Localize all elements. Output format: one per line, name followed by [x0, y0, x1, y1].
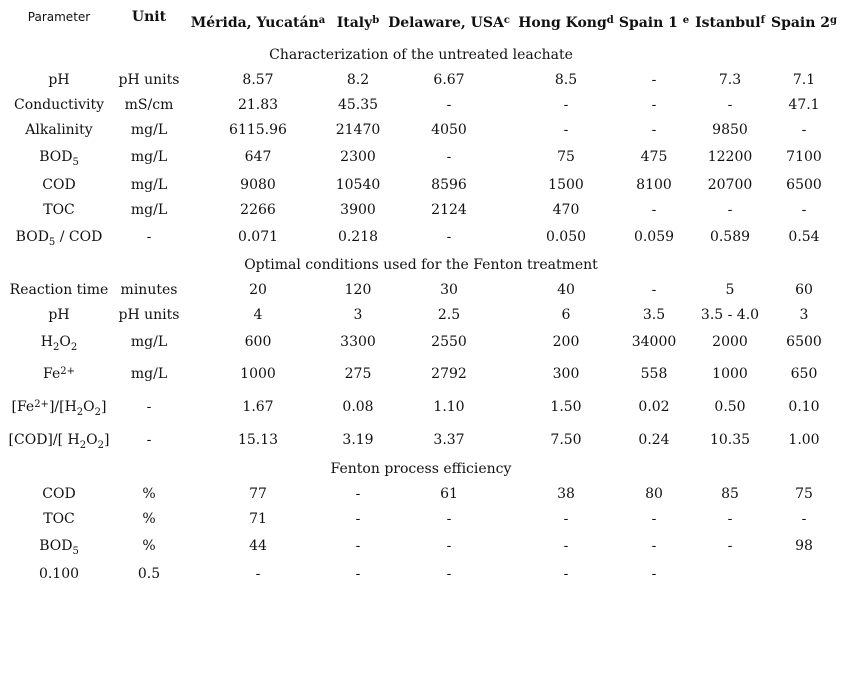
value-cell: 98 — [795, 538, 813, 554]
value-cell: - — [446, 538, 452, 554]
row-eff-bod5 — [4, 531, 838, 561]
value-cell: - — [563, 96, 569, 113]
value-cell: 0.50 — [714, 398, 746, 415]
param-h2o2: $H_2O_2$ — [40, 334, 78, 353]
row-alkalinity — [4, 117, 838, 142]
unit-cell: % — [142, 485, 156, 502]
section-optimal-title: Optimal conditions used for the Fenton treatment — [244, 256, 598, 273]
param-cell: Alkalinity — [25, 121, 93, 138]
value-cell: 61 — [440, 485, 458, 502]
header-spain2: Spain 2$^g$ — [770, 15, 838, 31]
value-cell: 647 — [244, 149, 272, 165]
unit-cell: pH units — [118, 306, 180, 323]
value-cell: 0.54 — [788, 229, 820, 245]
unit-cell: pH units — [118, 71, 180, 88]
value-cell: 6500 — [786, 176, 822, 193]
header-spain1: Spain 1 $^e$ — [618, 15, 690, 31]
row-eff-toc — [4, 506, 838, 531]
row-ph-optimal — [4, 302, 838, 327]
value-cell: 8.2 — [346, 71, 370, 88]
header-merida: Mérida, Yucatán$^a$ — [190, 15, 326, 31]
value-cell: - — [801, 510, 807, 527]
value-cell: 5 — [725, 281, 735, 298]
value-cell: 30 — [440, 281, 458, 298]
unit-cell: % — [142, 510, 156, 527]
value-cell: 21470 — [335, 121, 381, 138]
unit-cell: - — [146, 229, 152, 245]
value-cell: 60 — [795, 281, 813, 298]
value-cell: 4050 — [431, 121, 467, 138]
param-cell: 0.100 — [38, 565, 80, 582]
value-cell: 44 — [249, 538, 267, 554]
value-cell: 20700 — [707, 176, 753, 193]
value-cell: 10.35 — [709, 431, 751, 448]
param-cell: pH — [48, 306, 70, 323]
param-eff-bod5: $BOD_5$ — [39, 538, 79, 557]
value-cell: - — [651, 121, 657, 138]
value-cell: - — [727, 201, 733, 218]
value-cell: 7.3 — [718, 71, 742, 88]
value-cell: 47.1 — [788, 96, 820, 113]
value-cell: 2266 — [240, 201, 276, 218]
value-cell: - — [355, 510, 361, 527]
value-cell: 300 — [552, 365, 580, 382]
value-cell: 2792 — [431, 365, 467, 382]
value-cell: 12200 — [707, 149, 753, 165]
value-cell: 1000 — [240, 365, 276, 382]
value-cell: 650 — [790, 365, 818, 382]
section-efficiency-title: Fenton process efficiency — [330, 460, 512, 477]
header-row — [4, 4, 838, 42]
value-cell: 21.83 — [237, 96, 279, 113]
value-cell: 558 — [640, 365, 668, 382]
value-cell: 2300 — [340, 149, 376, 165]
value-cell: 470 — [552, 201, 580, 218]
value-cell: 3 — [799, 306, 809, 323]
value-cell: 7.50 — [550, 431, 582, 448]
value-cell: 75 — [795, 485, 813, 502]
param-cell: Conductivity — [13, 96, 104, 113]
unit-cell: mg/L — [130, 365, 168, 382]
value-cell: 0.059 — [633, 229, 675, 245]
value-cell: 1000 — [712, 365, 748, 382]
value-cell: 2000 — [712, 334, 748, 350]
row-reaction-time — [4, 277, 838, 302]
value-cell: - — [563, 121, 569, 138]
unit-cell: mg/L — [130, 121, 168, 138]
value-cell: 0.050 — [545, 229, 587, 245]
value-cell: 8596 — [431, 176, 467, 193]
value-cell: 45.35 — [337, 96, 379, 113]
value-cell: 10540 — [335, 176, 381, 193]
value-cell: - — [727, 96, 733, 113]
value-cell: - — [563, 565, 569, 582]
value-cell: 600 — [244, 334, 272, 350]
row-last — [4, 561, 838, 586]
value-cell: 8.57 — [242, 71, 274, 88]
value-cell: - — [651, 565, 657, 582]
value-cell: 34000 — [631, 334, 677, 350]
header-delaware: Delaware, USA$^c$ — [388, 15, 510, 31]
value-cell: - — [651, 538, 657, 554]
value-cell: 6.67 — [433, 71, 465, 88]
value-cell: 2550 — [431, 334, 467, 350]
param-bod5: $BOD_5$ — [39, 149, 79, 168]
value-cell: 75 — [557, 149, 575, 165]
value-cell: 38 — [557, 485, 575, 502]
value-cell: - — [651, 281, 657, 298]
value-cell: 85 — [721, 485, 739, 502]
unit-cell: % — [142, 538, 156, 554]
row-cod-h2o2-ratio — [4, 423, 838, 456]
value-cell: - — [355, 538, 361, 554]
value-cell: 9080 — [240, 176, 276, 193]
value-cell: 0.10 — [788, 398, 820, 415]
value-cell: - — [355, 565, 361, 582]
param-cell: TOC — [43, 510, 75, 527]
value-cell: 475 — [640, 149, 668, 165]
value-cell: 0.08 — [342, 398, 374, 415]
value-cell: 2124 — [431, 201, 467, 218]
header-hongkong: Hong Kong$^d$ — [518, 15, 614, 31]
value-cell: - — [255, 565, 261, 582]
value-cell: 200 — [552, 334, 580, 350]
value-cell: 15.13 — [237, 431, 279, 448]
value-cell: 1500 — [548, 176, 584, 193]
unit-cell: mg/L — [130, 334, 168, 350]
row-ph — [4, 67, 838, 92]
value-cell: - — [651, 71, 657, 88]
value-cell: - — [446, 96, 452, 113]
unit-cell: - — [146, 431, 152, 448]
unit-cell: - — [146, 398, 152, 415]
value-cell: 3300 — [340, 334, 376, 350]
value-cell — [690, 561, 770, 586]
value-cell: - — [651, 201, 657, 218]
value-cell: 6 — [561, 306, 571, 323]
value-cell: 8.5 — [554, 71, 578, 88]
value-cell: 3900 — [340, 201, 376, 218]
value-cell: - — [355, 485, 361, 502]
row-toc — [4, 197, 838, 222]
value-cell: - — [563, 538, 569, 554]
row-conductivity — [4, 92, 838, 117]
value-cell: 1.50 — [550, 398, 582, 415]
value-cell: - — [446, 149, 452, 165]
value-cell: - — [651, 96, 657, 113]
value-cell: 8100 — [636, 176, 672, 193]
value-cell: 1.67 — [242, 398, 274, 415]
value-cell: 6115.96 — [229, 121, 287, 138]
param-cell: COD — [42, 176, 76, 193]
value-cell: 0.218 — [337, 229, 379, 245]
value-cell: 2.5 — [437, 306, 461, 323]
header-istanbul: Istanbul$^f$ — [695, 15, 765, 31]
value-cell: 0.02 — [638, 398, 670, 415]
param-fe2: $Fe^{2+}$ — [43, 365, 75, 382]
row-eff-cod — [4, 481, 838, 506]
value-cell: 40 — [557, 281, 575, 298]
unit-cell: mg/L — [130, 176, 168, 193]
unit-cell: mS/cm — [124, 96, 174, 113]
header-italy: Italy$^b$ — [336, 15, 380, 31]
value-cell: 0.071 — [237, 229, 279, 245]
value-cell: 3.19 — [342, 431, 374, 448]
value-cell: 0.589 — [709, 229, 751, 245]
unit-cell: mg/L — [130, 201, 168, 218]
value-cell: 3.5 - 4.0 — [700, 306, 760, 323]
value-cell: 3 — [353, 306, 363, 323]
row-h2o2 — [4, 327, 838, 357]
value-cell — [770, 561, 838, 586]
param-cell: Reaction time — [9, 281, 109, 298]
value-cell: - — [563, 510, 569, 527]
value-cell: 7100 — [786, 149, 822, 165]
value-cell: - — [727, 538, 733, 554]
value-cell: 71 — [249, 510, 267, 527]
param-cell: COD — [42, 485, 76, 502]
unit-cell: 0.5 — [137, 565, 161, 582]
row-bod5-cod-ratio — [4, 222, 838, 252]
header-parameter: Parameter — [27, 10, 91, 24]
unit-cell: minutes — [120, 281, 178, 298]
param-cod-h2o2: [COD]/[ $H_2O_2$] — [8, 431, 110, 451]
value-cell: 1.10 — [433, 398, 465, 415]
value-cell: 3.37 — [433, 431, 465, 448]
value-cell: 120 — [344, 281, 372, 298]
value-cell: - — [801, 121, 807, 138]
value-cell: - — [651, 510, 657, 527]
value-cell: - — [446, 510, 452, 527]
row-bod5 — [4, 142, 838, 172]
header-unit: Unit — [131, 9, 167, 25]
value-cell: 6500 — [786, 334, 822, 350]
value-cell: 275 — [344, 365, 372, 382]
value-cell: 80 — [645, 485, 663, 502]
value-cell: 20 — [249, 281, 267, 298]
param-fe-h2o2: $[Fe^{2+}]/[H_2O_2]$ — [11, 398, 107, 418]
value-cell: 4 — [253, 306, 263, 323]
value-cell: - — [801, 201, 807, 218]
param-cell: pH — [48, 71, 70, 88]
value-cell: 0.24 — [638, 431, 670, 448]
unit-cell: mg/L — [130, 149, 168, 165]
section-untreated-title: Characterization of the untreated leachate — [269, 46, 573, 63]
param-cell: TOC — [43, 201, 75, 218]
value-cell: 77 — [249, 485, 267, 502]
value-cell: - — [446, 565, 452, 582]
value-cell: - — [727, 510, 733, 527]
value-cell: 3.5 — [642, 306, 666, 323]
row-fe2 — [4, 357, 838, 390]
row-cod — [4, 172, 838, 197]
value-cell: 1.00 — [788, 431, 820, 448]
param-bod5-cod: $BOD_5$ / COD — [15, 229, 103, 248]
value-cell: 7.1 — [792, 71, 816, 88]
leachate-comparison-table — [4, 4, 838, 586]
value-cell: - — [446, 229, 452, 245]
row-fe-h2o2-ratio — [4, 390, 838, 423]
value-cell: 9850 — [712, 121, 748, 138]
